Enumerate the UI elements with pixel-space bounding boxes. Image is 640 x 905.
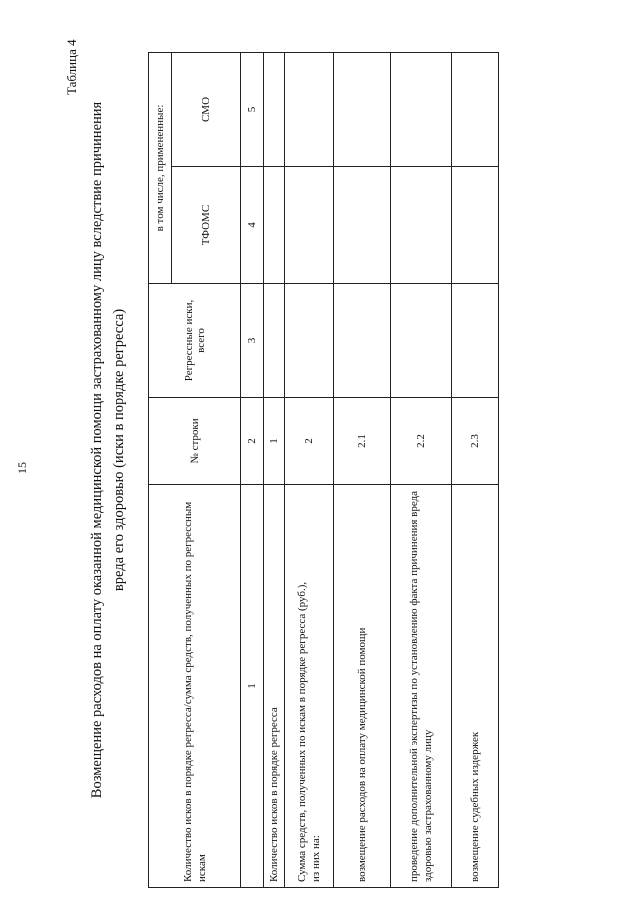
value-cell [264, 53, 285, 167]
title-line-2: вреда его здоровью (иски в порядке регресса) [111, 308, 127, 592]
value-cell [391, 167, 452, 284]
row-label: возмещение расходов на оплату медицинской помощи [334, 485, 391, 888]
column-numbers-row [241, 53, 264, 888]
row-line-number: 2.1 [334, 398, 391, 485]
header-total: Регрессные иски, всего [149, 284, 241, 398]
row-label [285, 485, 334, 888]
row-label: возмещение судебных издержек [452, 485, 499, 888]
table-row [334, 53, 391, 888]
col-number: 3 [241, 284, 264, 398]
row-line-number: 2.3 [452, 398, 499, 485]
row-label-sub: из них на: [310, 835, 322, 882]
row-label: проведение дополнительной экспертизы по установлению факта причинения вреда здоровью застрахованному лицу [391, 485, 452, 888]
row-line-number: 2 [285, 398, 334, 485]
header-line-number: № строки [149, 398, 241, 485]
header-smo: СМО [172, 53, 241, 167]
header-group: в том числе, примененные: [149, 53, 172, 284]
value-cell [285, 284, 334, 398]
table-row [452, 53, 499, 888]
table-row [264, 53, 285, 888]
value-cell [391, 53, 452, 167]
header-row-1 [149, 53, 172, 888]
value-cell [452, 284, 499, 398]
table-row [285, 53, 334, 888]
value-cell [264, 284, 285, 398]
value-cell [285, 53, 334, 167]
value-cell [285, 167, 334, 284]
col-number: 2 [241, 398, 264, 485]
row-line-number: 2.2 [391, 398, 452, 485]
col-number: 5 [241, 53, 264, 167]
value-cell [334, 53, 391, 167]
value-cell [264, 167, 285, 284]
regress-claims-table [148, 52, 499, 888]
value-cell [452, 167, 499, 284]
page-number: 15 [15, 462, 29, 474]
table-label: Таблица 4 [64, 39, 79, 95]
document-title [86, 55, 130, 845]
header-tfoms: ТФОМС [172, 167, 241, 284]
header-description: Количество исков в порядке регресса/сумма средств, полученных по регрессным искам [149, 485, 241, 888]
title-line-1: Возмещение расходов на оплату оказанной медицинской помощи застрахованному лицу вследствие причинения [89, 101, 105, 799]
col-number: 1 [241, 485, 264, 888]
value-cell [452, 53, 499, 167]
table-row [391, 53, 452, 888]
value-cell [334, 284, 391, 398]
row-line-number: 1 [264, 398, 285, 485]
col-number: 4 [241, 167, 264, 284]
value-cell [334, 167, 391, 284]
row-label-main: Сумма средств, полученных по искам в порядке регресса (руб.), [296, 581, 308, 882]
value-cell [391, 284, 452, 398]
row-label: Количество исков в порядке регресса [264, 485, 285, 888]
